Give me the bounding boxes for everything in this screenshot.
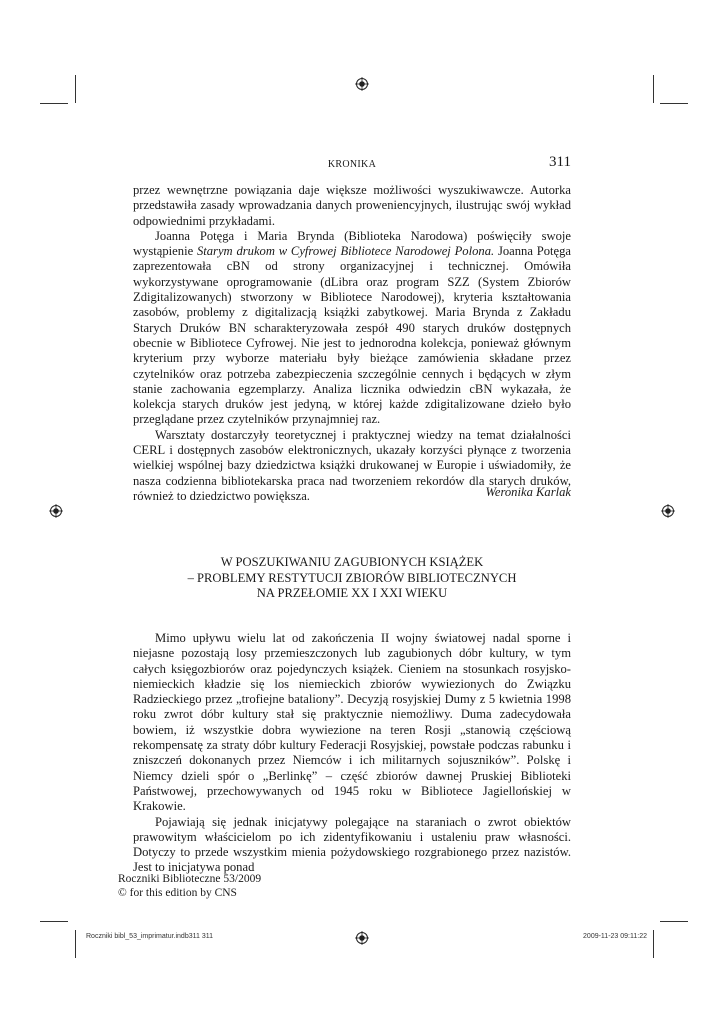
registration-mark-icon [49,504,63,518]
paragraph: Mimo upływu wielu lat od zakończenia II wojny światowej nadal sporne i niejasne pozostają losy przemieszczonych lub zagubionych dóbr kultury, w tym całych księgozbiorów oraz pojedynczych książek. Cieniem na stosunkach rosyjsko-niemieckich kładzie się los niemieckich zbiorów wywiezionych do Związku Radzieckiego przez „trofiejne bataliony”. Decyzją rosyjskiej Dumy z 5 kwietnia 1998 roku zwrot dóbr kultury stał się praktycznie niemożliwy. Duma zadecydowała bowiem, iż wszystkie dobra wywiezione na teren Rosji „stanowią częściową rekompensatę za straty dóbr kultury Federacji Rosyjskiej, powstałe podczas rabunku i zniszczeń dokonanych przez Niemców i ich militarnych sojuszników”. Polskę i Niemcy dzieli spór o „Berlinkę” – część zbiorów dawnej Pruskiej Biblioteki Państwowej, przechowywanych od 1945 roku w Bibliotece Jagiellońskiej w Krakowie. [133,631,571,814]
crop-mark [660,921,688,922]
running-head: KRONIKA [327,159,377,170]
page-header [133,156,571,176]
presentation-title: Starym drukom w Cyfrowej Bibliotece Narodowej Polona. [196,244,495,259]
paragraph [133,229,571,428]
crop-mark [40,103,68,104]
report-body [133,183,571,504]
article-body [133,631,571,876]
crop-mark [75,75,76,103]
paragraph: Pojawiają się jednak inicjatywy polegające na staraniach o zwrot obiektów prawowitym właścicielom po ich zidentyfikowaniu i ustaleniu praw własności. Dotyczy to przede wszystkim mienia pożydowskiego rozgrabionego przez nazistów. Jest to inicjatywa ponad [133,814,571,875]
copyright: © for this edition by CNS [118,887,237,899]
author-signature: Weronika Karlak [485,485,571,499]
paragraph-rest: Joanna Potęga zaprezentowała cBN od strony organizacyjnej i technicznej. Omówiła wykorzystywane oprogramowanie (dLibra oraz program SZZ (System Zbiorów Zdigitalizowanych) stworzony w Bibliotece Narodowej), kryteria kształtowania zasobów, problemy z digitalizacją książki zabytkowej. Maria Brynda z Zakładu Starych Druków BN scharakteryzowała zespół 490 starych druków dostępnych obecnie w Bibliotece Cyfrowej. Nie jest to jednorodna kolekcja, ponieważ głównym kryterium przy wyborze materiału były bieżące zamówienia składane przez czytelników oraz potrzeba zabezpieczenia szczególnie cennych i będących w złym stanie zachowania egzemplarzy. Analiza licznika odwiedzin cBN wykazała, że kolekcja starych druków jest jedyną, w której każde zdigitalizowane dzieło było przeglądane przez czytelników przynajmniej raz. [133,244,571,427]
title-line: W POSZUKIWANIU ZAGUBIONYCH KSIĄŻEK [220,555,484,569]
paragraph: Warsztaty dostarczyły teoretycznej i praktycznej wiedzy na temat działalności CERL i dostępnych zasobów elektronicznych, ukazały korzyści płynące z tworzenia wielkiej wspólnej bazy dziedzictwa książki drukowanej w Europie i uświadomiły, że nasza codzienna bibliotekarska praca nad tworzeniem rekordów dla starych druków, również to dziedzictwo powiększa. [133,427,571,503]
page-number: 311 [549,154,571,170]
registration-mark-icon [355,77,369,91]
crop-mark [653,930,654,958]
registration-mark-icon [355,931,369,945]
title-line: NA PRZEŁOMIE XX I XXI WIEKU [256,586,448,600]
journal-name: Roczniki Biblioteczne 53/2009 [118,873,262,885]
crop-mark [653,75,654,103]
journal-footer [118,872,261,900]
print-slug-file: Roczniki bibl_53_imprimatur.indb311 311 [86,933,213,940]
registration-mark-icon [661,504,675,518]
paragraph: przez wewnętrzne powiązania daje większe możliwości wyszukiwawcze. Autorka przedstawiła zasady wprowadzania danych proweniencyjnych, ilustrując swój wykład odpowiednimi przykładami. [133,183,571,228]
crop-mark [660,103,688,104]
crop-mark [40,921,68,922]
print-slug-timestamp: 2009-11-23 09:11:22 [583,933,647,940]
crop-mark [75,930,76,958]
article-title [133,555,571,602]
title-line: – PROBLEMY RESTYTUCJI ZBIORÓW BIBLIOTECZNYCH [187,570,517,585]
paragraph-lead: Joanna Potęga i Maria Brynda (Biblioteka Narodowa) poświęciły swoje wystąpienie [133,228,571,259]
